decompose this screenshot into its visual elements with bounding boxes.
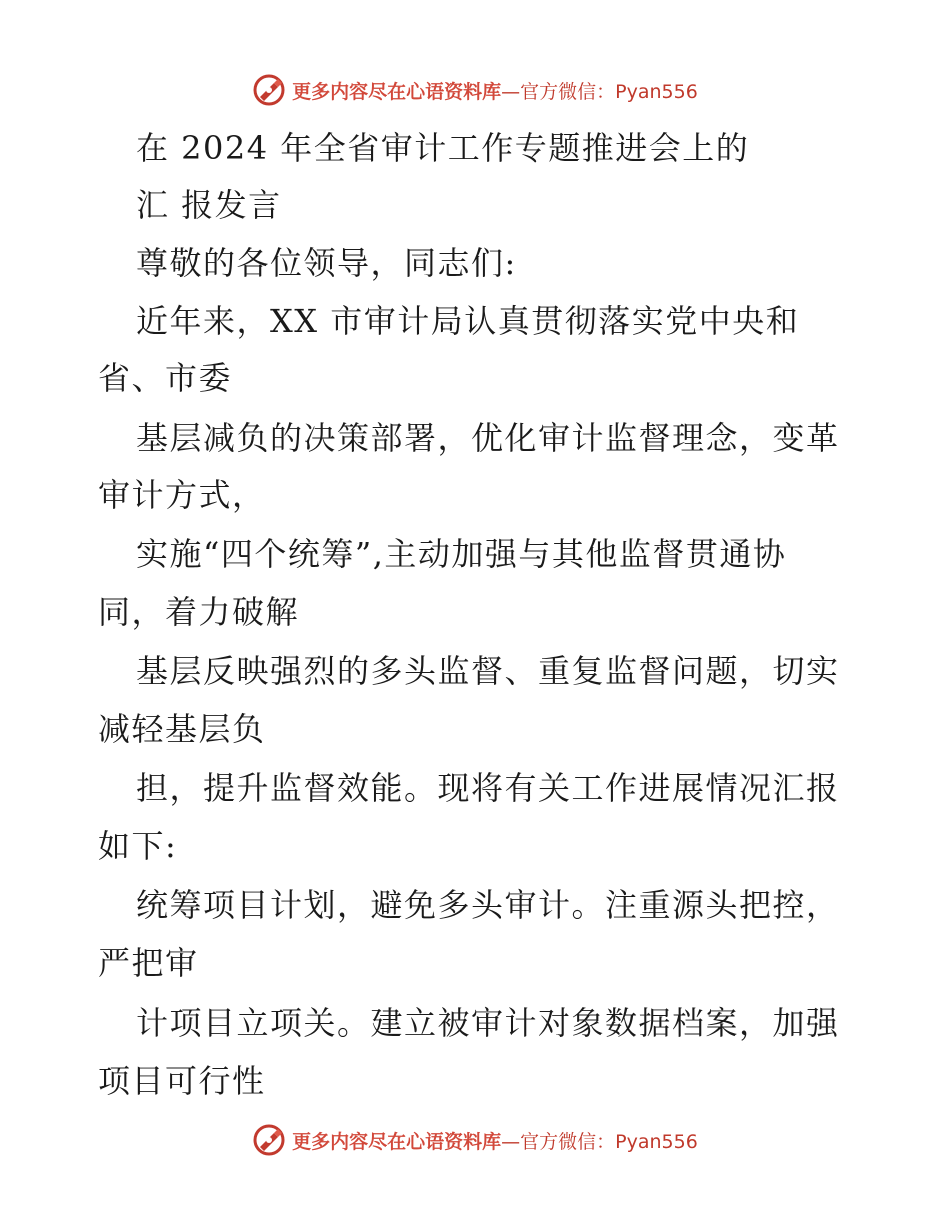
paragraph-line: 省、市委: [98, 359, 233, 397]
paragraph-line: 审计方式，: [98, 476, 266, 514]
paragraph-line: 近年来，XX 市审计局认真贯彻落实党中央和: [136, 302, 800, 340]
paragraph-line: 担，提升监督效能。现将有关工作进展情况汇报: [136, 769, 840, 807]
watermark-brand: 更多内容尽在心语资料库: [292, 80, 502, 103]
watermark-text: [292, 1127, 698, 1154]
paragraph-line: 基层减负的决策部署，优化审计监督理念，变革: [136, 419, 840, 457]
paragraph-line: 减轻基层负: [98, 710, 266, 748]
watermark-brand: 更多内容尽在心语资料库: [292, 1130, 502, 1153]
paragraph-line: 计项目立项关。建立被审计对象数据档案，加强: [136, 1004, 840, 1042]
watermark-footer: [0, 1122, 950, 1158]
brand-logo-icon: [252, 1123, 286, 1157]
paragraph-line: 如下:: [98, 827, 178, 865]
paragraph-line: 实施“四个统筹”,主动加强与其他监督贯通协: [136, 535, 787, 573]
paragraph-line: 同，着力破解: [98, 593, 300, 631]
watermark-contact: —官方微信：Pyan556: [501, 1130, 698, 1153]
document-title-line-1: 在 2024 年全省审计工作专题推进会上的: [136, 129, 750, 167]
paragraph-line: 项目可行性: [98, 1062, 266, 1100]
salutation: 尊敬的各位领导，同志们:: [136, 244, 517, 282]
document-title-line-2: 汇 报发言: [136, 186, 282, 224]
paragraph-line: 严把审: [98, 944, 199, 982]
paragraph-line: 统筹项目计划，避免多头审计。注重源头把控，: [136, 886, 840, 924]
watermark-contact: —官方微信：Pyan556: [501, 80, 698, 103]
paragraph-line: 基层反映强烈的多头监督、重复监督问题，切实: [136, 652, 840, 690]
